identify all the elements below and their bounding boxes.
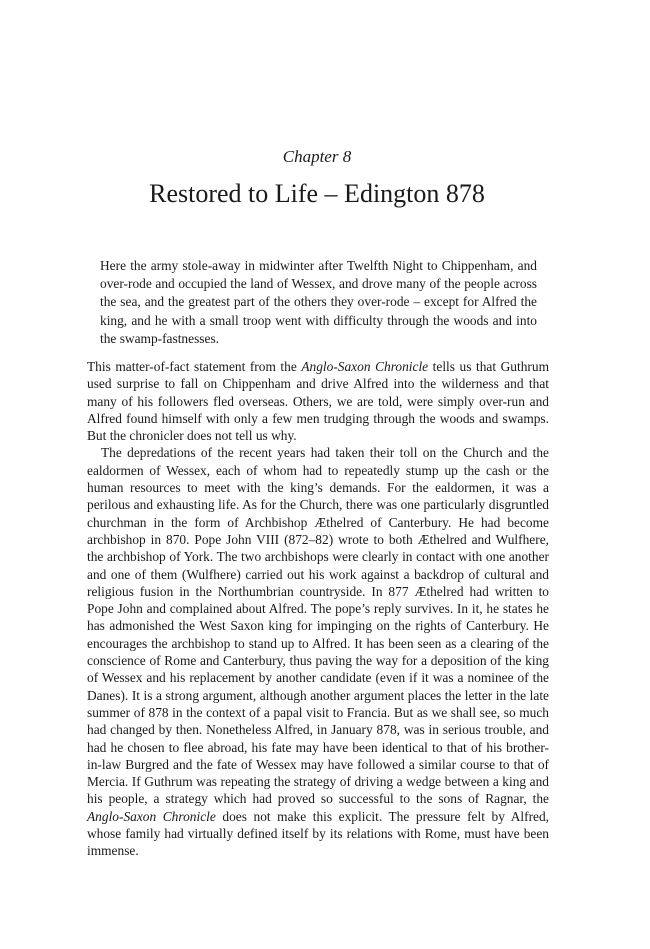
body-text: [87, 358, 549, 860]
paragraph-2-text-b: does not make this explicit. The pressure felt by Alfred, whose family had virtually defined itself by its relations with Rome, must have been immense.: [87, 808, 550, 859]
paragraph-2-text-a: The depredations of the recent years had taken their toll on the Church and the ealdormen of Wessex, each of whom had to repeatedly stump up the cash or the human resources to meet with the king’s demands. For the ealdormen, it was a perilous and exhausting life. As for the Church, there was one particularly disgruntled churchman in the form of Archbishop Æthelred of Canterbury. He had become archbishop in 870. Pope John VIII (872–82) wrote to both Æthelred and Wulfhere, the archbishop of York. The two archbishops were clearly in contact with one another and one of them (Wulfhere) carried out his work against a backdrop of cultural and religious fusion in the Northumbrian countryside. In 877 Æthelred had written to Pope John and complained about Alfred. The pope’s reply survives. In it, he states he has admonished the West Saxon king for impinging on the rights of Canterbury. He encourages the archbishop to stand up to Alfred. It has been seen as a clearing of the conscience of Rome and Canterbury, thus paving the way for a deposition of the king of Wessex and his replacement by another candidate (even if it was a nominee of the Danes). It is a strong argument, although another argument places the letter in the late summer of 878 in the context of a papal visit to Francia. But as we shall see, so much had changed by then. Nonetheless Alfred, in January 878, was in serious trouble, and had he chosen to flee abroad, his fate may have been identical to that of his brother-in-law Burgred and the fate of Wessex may have followed a similar course to that of Mercia. If Guthrum was repeating the strategy of driving a wedge between a king and his people, a strategy which had proved so successful to the sons of Ragnar, the: [87, 445, 549, 807]
epigraph-quote: Here the army stole-away in midwinter after Twelfth Night to Chippenham, and over-rode and occupied the land of Wessex, and drove many of the people across the sea, and the greatest part of the others they over-rode – except for Alfred the king, and he with a small troop went with difficulty through the woods and into the swamp-fastnesses.: [100, 258, 537, 346]
paragraph-2: [87, 444, 549, 859]
chapter-label: Chapter 8: [282, 147, 352, 166]
paragraph-1-text-b: tells us that Guthrum used surprise to fall on Chippenham and drive Alfred into the wilderness and that many of his followers fled overseas. Others, we are told, were simply over-run and Alfred found himself with only a few men trudging through the woods and swamps. But the chronicler does not tell us why.: [87, 359, 549, 444]
paragraph-1: [87, 358, 549, 444]
paragraph-2-source-title: Anglo-Saxon Chronicle: [87, 808, 216, 824]
chapter-title: Restored to Life – Edington 878: [149, 179, 485, 208]
paragraph-1-source-title: Anglo-Saxon Chronicle: [301, 359, 429, 374]
paragraph-1-text-a: This matter-of-fact statement from the: [87, 359, 302, 374]
